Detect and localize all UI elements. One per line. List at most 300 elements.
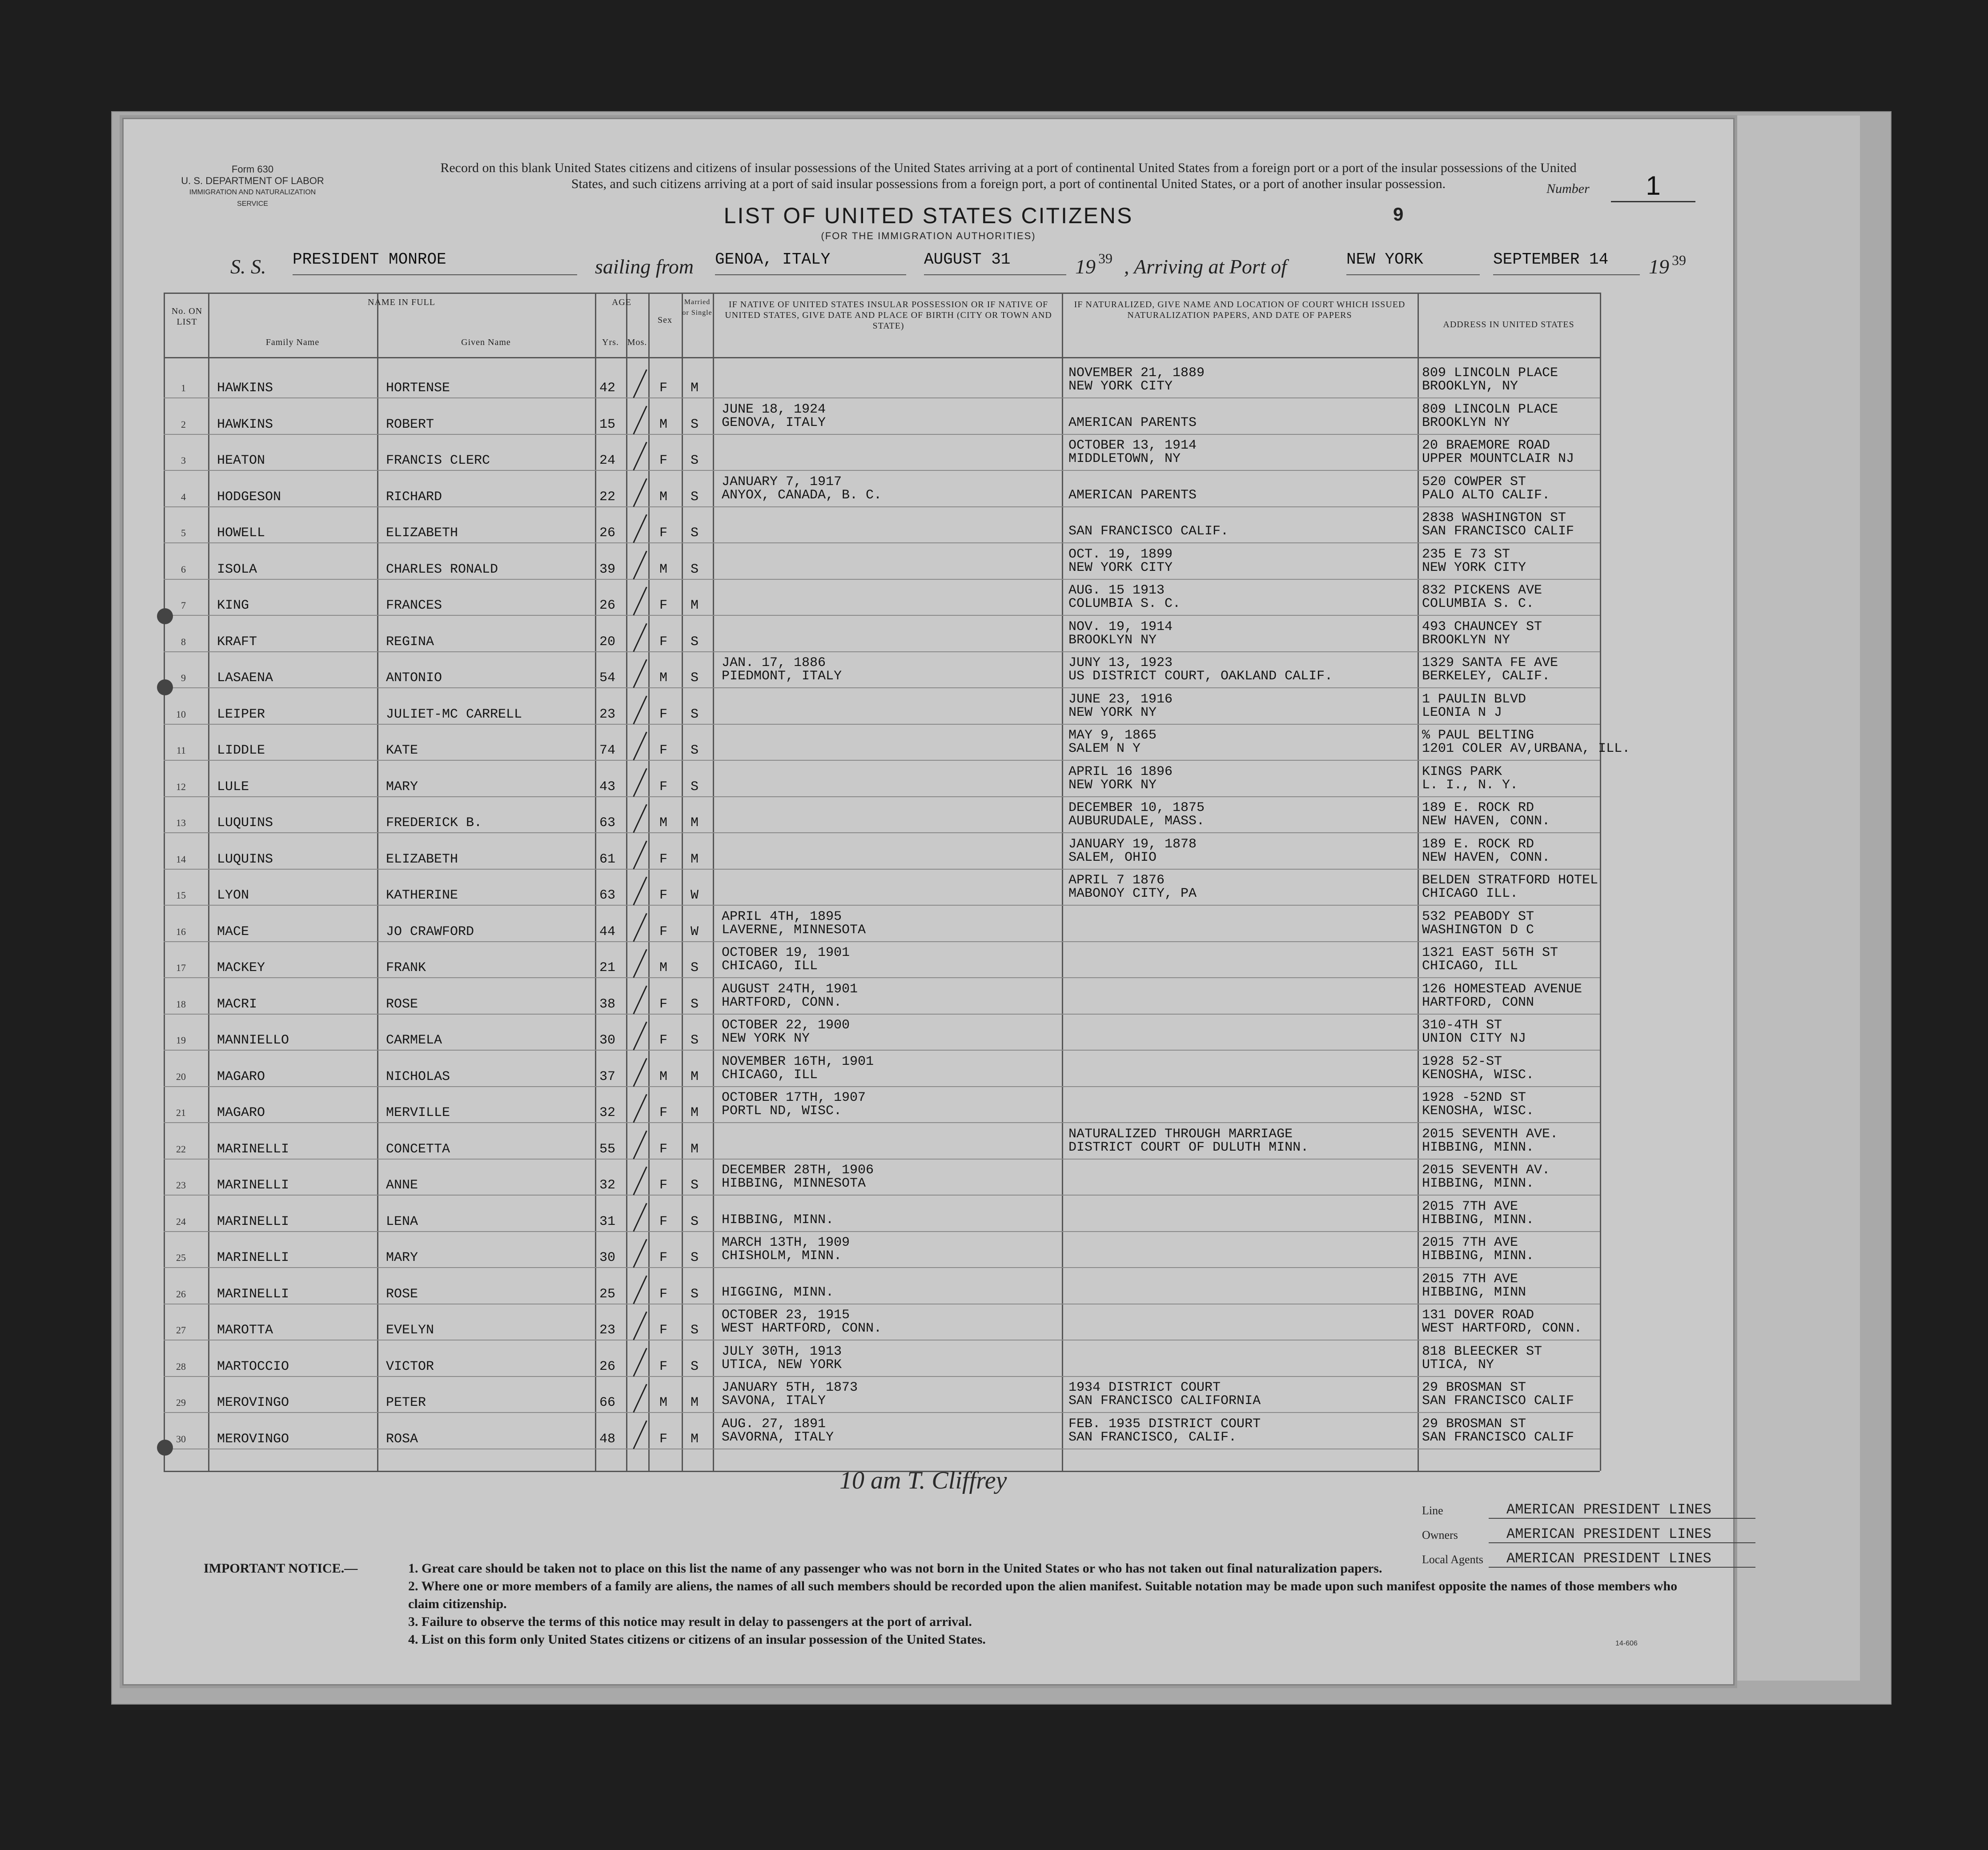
age-years: 30 — [599, 1033, 616, 1048]
manifest-page — [122, 118, 1735, 1685]
address-line1: 189 E. ROCK RD — [1422, 800, 1534, 815]
family-name: KING — [217, 598, 249, 613]
row-rule — [164, 1086, 1600, 1087]
page-number: 9 — [1393, 204, 1404, 225]
sex: F — [659, 1431, 668, 1447]
row-rule — [164, 977, 1600, 978]
col-line — [713, 293, 714, 1471]
age-years: 21 — [599, 960, 616, 975]
header-naturalized: IF NATURALIZED, GIVE NAME AND LOCATION OF COURT WHICH ISSUED NATURALIZATION PAPERS, AND DATE OF PAPERS — [1074, 300, 1406, 320]
row-rule — [164, 1159, 1600, 1160]
age-years: 30 — [599, 1250, 616, 1265]
header-birth: IF NATIVE OF UNITED STATES INSULAR POSSESSION OR IF NATIVE OF UNITED STATES, GIVE DATE AND PLACE OF BIRTH (CITY OR TOWN AND STATE) — [725, 300, 1052, 331]
marital-status: S — [691, 417, 699, 432]
address-line1: 809 LINCOLN PLACE — [1422, 365, 1558, 381]
given-name: JO CRAWFORD — [386, 924, 474, 939]
birth-date: OCTOBER 19, 1901 — [722, 945, 850, 960]
row-rule — [164, 869, 1600, 870]
address-line2: WASHINGTON D C — [1422, 922, 1534, 938]
row-number: 4 — [181, 491, 186, 502]
family-name: MACKEY — [217, 960, 265, 975]
col-line — [1062, 293, 1063, 1471]
departure-year-prefix: 19 — [1075, 255, 1096, 278]
line-value: AMERICAN PRESIDENT LINES — [1489, 1501, 1755, 1519]
family-name: MARINELLI — [217, 1178, 289, 1193]
row-number: 26 — [176, 1288, 186, 1300]
marital-status: M — [691, 851, 699, 867]
family-name: HAWKINS — [217, 417, 273, 432]
form-instructions: Record on this blank United States citizens and citizens of insular possessions of the United States arriving at a port of continental United States from a foreign port or a port of the insular possessions of the United States, and such citizens arriving at a port of said insular possessions from a foreign port, a port of continental United States, or a port of another insular possession. — [440, 161, 1577, 191]
row-number: 21 — [176, 1107, 186, 1118]
departure-date: AUGUST 31 — [924, 250, 1066, 275]
age-years: 31 — [599, 1214, 616, 1229]
address-line2: WEST HARTFORD, CONN. — [1422, 1321, 1582, 1336]
address-line1: % PAUL BELTING — [1422, 728, 1534, 743]
family-name: HODGESON — [217, 489, 281, 505]
family-name: KRAFT — [217, 634, 257, 650]
row-number: 19 — [176, 1035, 186, 1046]
sex: F — [659, 743, 668, 758]
birth-date: JAN. 17, 1886 — [722, 655, 826, 670]
col-line — [626, 293, 627, 1471]
given-name: MARY — [386, 779, 418, 795]
col-line — [208, 293, 209, 1471]
naturalization-court: SALEM, OHIO — [1068, 850, 1157, 865]
check-mark — [633, 877, 647, 906]
marital-status: S — [691, 960, 699, 975]
ss-label: S. S. — [230, 255, 266, 278]
family-name: MACRI — [217, 996, 257, 1012]
naturalization-court: US DISTRICT COURT, OAKLAND CALIF. — [1068, 669, 1333, 684]
address-line1: 2015 7TH AVE — [1422, 1235, 1518, 1250]
naturalization-court: AMERICAN PARENTS — [1068, 415, 1197, 430]
age-years: 38 — [599, 996, 616, 1012]
row-rule — [164, 832, 1600, 833]
row-number: 17 — [176, 962, 186, 973]
birth-place: CHISHOLM, MINN. — [722, 1248, 842, 1264]
row-number: 29 — [176, 1397, 186, 1408]
address-line2: UNION CITY NJ — [1422, 1031, 1526, 1046]
header-top-rule — [164, 293, 1600, 294]
check-mark — [633, 1130, 647, 1159]
birth-place: WEST HARTFORD, CONN. — [722, 1321, 882, 1336]
row-number: 22 — [176, 1143, 186, 1155]
address-line2: UTICA, NY — [1422, 1357, 1494, 1372]
owners-label: Owners — [1422, 1529, 1458, 1541]
family-name: LUQUINS — [217, 815, 273, 831]
marital-status: S — [691, 453, 699, 468]
sex: F — [659, 1214, 668, 1229]
header-bottom-rule — [164, 357, 1600, 358]
address-line2: LEONIA N J — [1422, 705, 1502, 720]
number-label: Number — [1546, 181, 1590, 196]
header-name-in-full: NAME IN FULL — [368, 297, 435, 307]
birth-date: NOVEMBER 16TH, 1901 — [722, 1054, 874, 1069]
arrival-port: NEW YORK — [1346, 250, 1480, 275]
address-line1: 2015 7TH AVE — [1422, 1271, 1518, 1287]
row-rule — [164, 434, 1600, 435]
address-line1: 29 BROSMAN ST — [1422, 1380, 1526, 1395]
row-number: 20 — [176, 1071, 186, 1082]
address-line1: 1928 52-ST — [1422, 1054, 1502, 1069]
row-number: 23 — [176, 1180, 186, 1191]
row-rule — [164, 397, 1600, 398]
background-sheet-edge — [1725, 116, 1860, 1681]
binder-hole — [157, 608, 173, 624]
address-line2: CHICAGO, ILL — [1422, 959, 1518, 974]
given-name: ROSE — [386, 1286, 418, 1302]
sex: F — [659, 996, 668, 1012]
address-line2: BROOKLYN NY — [1422, 632, 1510, 648]
col-line — [1418, 293, 1419, 1471]
row-number: 2 — [181, 418, 186, 430]
check-mark — [633, 478, 647, 507]
marital-status: S — [691, 706, 699, 722]
header-years: Yrs. — [602, 337, 619, 347]
address-line1: 1329 SANTA FE AVE — [1422, 655, 1558, 670]
address-line1: 235 E 73 ST — [1422, 546, 1510, 562]
naturalization-court: SALEM N Y — [1068, 741, 1141, 756]
address-line2: HIBBING, MINN — [1422, 1284, 1526, 1300]
birth-place: HARTFORD, CONN. — [722, 995, 842, 1010]
age-years: 42 — [599, 381, 616, 396]
birth-place: HIBBING, MINN. — [722, 1212, 834, 1228]
given-name: ELIZABETH — [386, 851, 458, 867]
notice-item: 2. Where one or more members of a family are aliens, the names of all such members should be recorded upon the alien manifest. Suitable notation may be made upon such manifest opposite the names of those members who claim citizenship. — [408, 1579, 1678, 1611]
naturalization-court: SAN FRANCISCO CALIFORNIA — [1068, 1393, 1261, 1409]
marital-status: S — [691, 1359, 699, 1374]
naturalization-date: APRIL 16 1896 — [1068, 764, 1173, 779]
marital-status: S — [691, 1033, 699, 1048]
birth-place: GENOVA, ITALY — [722, 415, 826, 430]
given-name: FRANK — [386, 960, 426, 975]
check-mark — [633, 985, 647, 1014]
header-months: Mos. — [627, 337, 647, 347]
number-value: 1 — [1611, 170, 1695, 202]
check-mark — [633, 369, 647, 398]
row-number: 3 — [181, 455, 186, 466]
row-number: 27 — [176, 1324, 186, 1336]
family-name: HAWKINS — [217, 381, 273, 396]
sex: F — [659, 381, 668, 396]
sex: F — [659, 924, 668, 939]
birth-date: MARCH 13TH, 1909 — [722, 1235, 850, 1250]
given-name: ELIZABETH — [386, 526, 458, 541]
row-number: 28 — [176, 1360, 186, 1372]
header-family-name: Family Name — [265, 337, 320, 347]
sex: F — [659, 706, 668, 722]
row-rule — [164, 1231, 1600, 1232]
age-years: 63 — [599, 815, 616, 831]
given-name: PETER — [386, 1395, 426, 1410]
birth-place: LAVERNE, MINNESOTA — [722, 922, 866, 938]
naturalization-court: DISTRICT COURT OF DULUTH MINN. — [1068, 1140, 1309, 1155]
row-rule — [164, 796, 1600, 797]
birth-place: SAVORNA, ITALY — [722, 1429, 834, 1445]
marital-status: S — [691, 1214, 699, 1229]
marital-status: S — [691, 634, 699, 650]
birth-date: JUNE 18, 1924 — [722, 401, 826, 417]
naturalization-court: NEW YORK NY — [1068, 777, 1157, 793]
marital-status: M — [691, 1395, 699, 1410]
given-name: MARY — [386, 1250, 418, 1265]
notice-heading: IMPORTANT NOTICE.— — [204, 1561, 358, 1576]
address-line1: 126 HOMESTEAD AVENUE — [1422, 981, 1582, 997]
address-line2: KENOSHA, WISC. — [1422, 1104, 1534, 1119]
family-name: MEROVINGO — [217, 1395, 289, 1410]
header-given-name: Given Name — [461, 337, 511, 347]
notice-item: 4. List on this form only United States citizens or citizens of an insular possession of the United States. — [408, 1632, 986, 1647]
address-line1: KINGS PARK — [1422, 764, 1502, 779]
marital-status: S — [691, 1286, 699, 1302]
birth-date: APRIL 4TH, 1895 — [722, 909, 842, 924]
family-name: MEROVINGO — [217, 1431, 289, 1447]
address-line2: BROOKLYN, NY — [1422, 379, 1518, 394]
arrival-year-prefix: 19 — [1649, 255, 1669, 278]
sex: M — [659, 1395, 668, 1410]
row-rule — [164, 1050, 1600, 1051]
age-years: 39 — [599, 562, 616, 577]
naturalization-date: OCTOBER 13, 1914 — [1068, 438, 1197, 453]
address-line1: 2015 7TH AVE — [1422, 1199, 1518, 1214]
address-line2: HIBBING, MINN. — [1422, 1140, 1534, 1155]
row-rule — [164, 1014, 1600, 1015]
check-mark — [633, 804, 647, 833]
sex: F — [659, 1286, 668, 1302]
department-name: U. S. DEPARTMENT OF LABOR — [181, 175, 324, 186]
address-line1: 2015 SEVENTH AV. — [1422, 1163, 1550, 1178]
address-line1: 1928 -52ND ST — [1422, 1090, 1526, 1105]
check-mark — [633, 840, 647, 869]
given-name: VICTOR — [386, 1359, 434, 1374]
check-mark — [633, 913, 647, 942]
address-line2: SAN FRANCISCO CALIF — [1422, 1429, 1574, 1445]
naturalization-date: NOV. 19, 1914 — [1068, 619, 1173, 634]
family-name: LULE — [217, 779, 249, 795]
naturalization-date: OCT. 19, 1899 — [1068, 546, 1173, 562]
row-rule — [164, 506, 1600, 507]
naturalization-date: NATURALIZED THROUGH MARRIAGE — [1068, 1126, 1293, 1142]
family-name: MAROTTA — [217, 1323, 273, 1338]
naturalization-date: AUG. 15 1913 — [1068, 583, 1165, 598]
check-mark — [633, 1167, 647, 1196]
check-mark — [633, 587, 647, 616]
birth-place: NEW YORK NY — [722, 1031, 810, 1046]
birth-date: JANUARY 7, 1917 — [722, 474, 842, 490]
naturalization-court: AMERICAN PARENTS — [1068, 487, 1197, 503]
departure-year-suffix: 39 — [1098, 250, 1112, 266]
row-number: 14 — [176, 853, 186, 865]
row-number: 13 — [176, 817, 186, 828]
line-field — [1422, 1501, 1711, 1518]
voyage-line — [230, 250, 1707, 281]
given-name: KATHERINE — [386, 888, 458, 903]
family-name: LEIPER — [217, 706, 265, 722]
naturalization-court: COLUMBIA S. C. — [1068, 596, 1181, 611]
marital-status: S — [691, 562, 699, 577]
page-title: LIST OF UNITED STATES CITIZENS — [723, 203, 1133, 228]
birth-place: PORTL ND, WISC. — [722, 1104, 842, 1119]
marital-status: W — [691, 888, 699, 903]
check-mark — [633, 1348, 647, 1376]
naturalization-date: FEB. 1935 DISTRICT COURT — [1068, 1416, 1261, 1432]
row-rule — [164, 687, 1600, 688]
age-years: 24 — [599, 453, 616, 468]
sex: M — [659, 670, 668, 686]
family-name: MARINELLI — [217, 1214, 289, 1229]
marital-status: S — [691, 670, 699, 686]
age-years: 25 — [599, 1286, 616, 1302]
address-line1: 310-4TH ST — [1422, 1018, 1502, 1033]
naturalization-date: NOVEMBER 21, 1889 — [1068, 365, 1205, 381]
header-married-single: Married or Single — [682, 298, 712, 317]
form-number: Form 630 — [231, 164, 274, 175]
family-name: HEATON — [217, 453, 265, 468]
check-mark — [633, 1384, 647, 1413]
age-years: 22 — [599, 489, 616, 505]
agents-label: Local Agents — [1422, 1553, 1483, 1566]
birth-date: JULY 30TH, 1913 — [722, 1344, 842, 1359]
given-name: FREDERICK B. — [386, 815, 482, 831]
marital-status: M — [691, 1141, 699, 1157]
given-name: ROSE — [386, 996, 418, 1012]
age-years: 44 — [599, 924, 616, 939]
sex: F — [659, 526, 668, 541]
address-line1: BELDEN STRATFORD HOTEL — [1422, 873, 1598, 888]
row-rule — [164, 651, 1600, 652]
given-name: RICHARD — [386, 489, 442, 505]
naturalization-date: 1934 DISTRICT COURT — [1068, 1380, 1221, 1395]
col-line — [682, 293, 683, 1471]
marital-status: M — [691, 1431, 699, 1447]
address-line2: HIBBING, MINN. — [1422, 1248, 1534, 1264]
binder-hole — [157, 1440, 173, 1456]
address-line2: PALO ALTO CALIF. — [1422, 487, 1550, 503]
naturalization-date: JUNE 23, 1916 — [1068, 691, 1173, 707]
address-line2: SAN FRANCISCO CALIF — [1422, 1393, 1574, 1409]
family-name: MAGARO — [217, 1069, 265, 1084]
address-line2: NEW YORK CITY — [1422, 560, 1526, 575]
header-age: AGE — [611, 297, 632, 307]
birth-place: SAVONA, ITALY — [722, 1393, 826, 1409]
header-address: ADDRESS IN UNITED STATES — [1443, 320, 1574, 329]
sex: M — [659, 1069, 668, 1084]
marital-status: S — [691, 526, 699, 541]
marital-status: S — [691, 1178, 699, 1193]
birth-date: AUGUST 24TH, 1901 — [722, 981, 858, 997]
birth-place: HIBBING, MINNESOTA — [722, 1176, 866, 1191]
naturalization-court: MIDDLETOWN, NY — [1068, 451, 1181, 466]
line-label: Line — [1422, 1504, 1443, 1517]
header-no-on-list: No. ON LIST — [171, 306, 203, 327]
given-name: NICHOLAS — [386, 1069, 450, 1084]
family-name: LYON — [217, 888, 249, 903]
row-number: 8 — [181, 636, 186, 647]
row-number: 15 — [176, 890, 186, 901]
sex: F — [659, 851, 668, 867]
family-name: MARINELLI — [217, 1141, 289, 1157]
address-line2: HIBBING, MINN. — [1422, 1176, 1534, 1191]
marital-status: S — [691, 1250, 699, 1265]
naturalization-date: JANUARY 19, 1878 — [1068, 836, 1197, 852]
naturalization-court: NEW YORK NY — [1068, 705, 1157, 720]
age-years: 54 — [599, 670, 616, 686]
col-line — [377, 293, 378, 1471]
sex: F — [659, 634, 668, 650]
row-rule — [164, 1195, 1600, 1196]
address-line1: 2015 SEVENTH AVE. — [1422, 1126, 1558, 1142]
handwritten-signature: 10 am T. Cliffrey — [839, 1467, 1007, 1494]
marital-status: S — [691, 1323, 699, 1338]
check-mark — [633, 768, 647, 797]
row-number: 6 — [181, 563, 186, 575]
check-mark — [633, 1275, 647, 1304]
address-line1: 131 DOVER ROAD — [1422, 1308, 1534, 1323]
sex: F — [659, 1105, 668, 1120]
naturalization-date: JUNY 13, 1923 — [1068, 655, 1173, 670]
check-mark — [633, 1312, 647, 1340]
given-name: REGINA — [386, 634, 434, 650]
sailing-label: sailing from — [595, 255, 694, 278]
birth-date: OCTOBER 17TH, 1907 — [722, 1090, 866, 1105]
given-name: ROSA — [386, 1431, 418, 1447]
check-mark — [633, 405, 647, 434]
address-line2: BERKELEY, CALIF. — [1422, 669, 1550, 684]
arriving-label: , Arriving at Port of — [1124, 255, 1287, 278]
check-mark — [633, 732, 647, 761]
sex: M — [659, 960, 668, 975]
given-name: CHARLES RONALD — [386, 562, 498, 577]
agents-value: AMERICAN PRESIDENT LINES — [1489, 1550, 1755, 1568]
family-name: MARTOCCIO — [217, 1359, 289, 1374]
owners-value: AMERICAN PRESIDENT LINES — [1489, 1526, 1755, 1543]
naturalization-court: BROOKLYN NY — [1068, 632, 1157, 648]
check-mark — [633, 1203, 647, 1232]
service-name: IMMIGRATION AND NATURALIZATION SERVICE — [189, 189, 316, 208]
age-years: 43 — [599, 779, 616, 795]
family-name: MACE — [217, 924, 249, 939]
check-mark — [633, 1058, 647, 1087]
address-line1: 1321 EAST 56TH ST — [1422, 945, 1558, 960]
col-line — [648, 293, 650, 1471]
naturalization-court: SAN FRANCISCO, CALIF. — [1068, 1429, 1237, 1445]
given-name: ANTONIO — [386, 670, 442, 686]
age-years: 74 — [599, 743, 616, 758]
birth-place: CHICAGO, ILL — [722, 959, 818, 974]
naturalization-date: DECEMBER 10, 1875 — [1068, 800, 1205, 815]
address-line2: CHICAGO ILL. — [1422, 886, 1518, 901]
row-rule — [164, 905, 1600, 906]
header-sex: Sex — [658, 315, 672, 325]
given-name: HORTENSE — [386, 381, 450, 396]
given-name: EVELYN — [386, 1323, 434, 1338]
row-rule — [164, 1122, 1600, 1123]
check-mark — [633, 695, 647, 724]
marital-status: S — [691, 489, 699, 505]
row-number: 5 — [181, 527, 186, 538]
address-line1: 818 BLEECKER ST — [1422, 1344, 1542, 1359]
given-name: CARMELA — [386, 1033, 442, 1048]
col-line — [595, 293, 596, 1471]
sex: M — [659, 562, 668, 577]
address-line1: 189 E. ROCK RD — [1422, 836, 1534, 852]
address-line2: HIBBING, MINN. — [1422, 1212, 1534, 1228]
age-years: 26 — [599, 526, 616, 541]
sex: F — [659, 1141, 668, 1157]
given-name: ANNE — [386, 1178, 418, 1193]
age-years: 26 — [599, 598, 616, 613]
row-rule — [164, 542, 1600, 543]
